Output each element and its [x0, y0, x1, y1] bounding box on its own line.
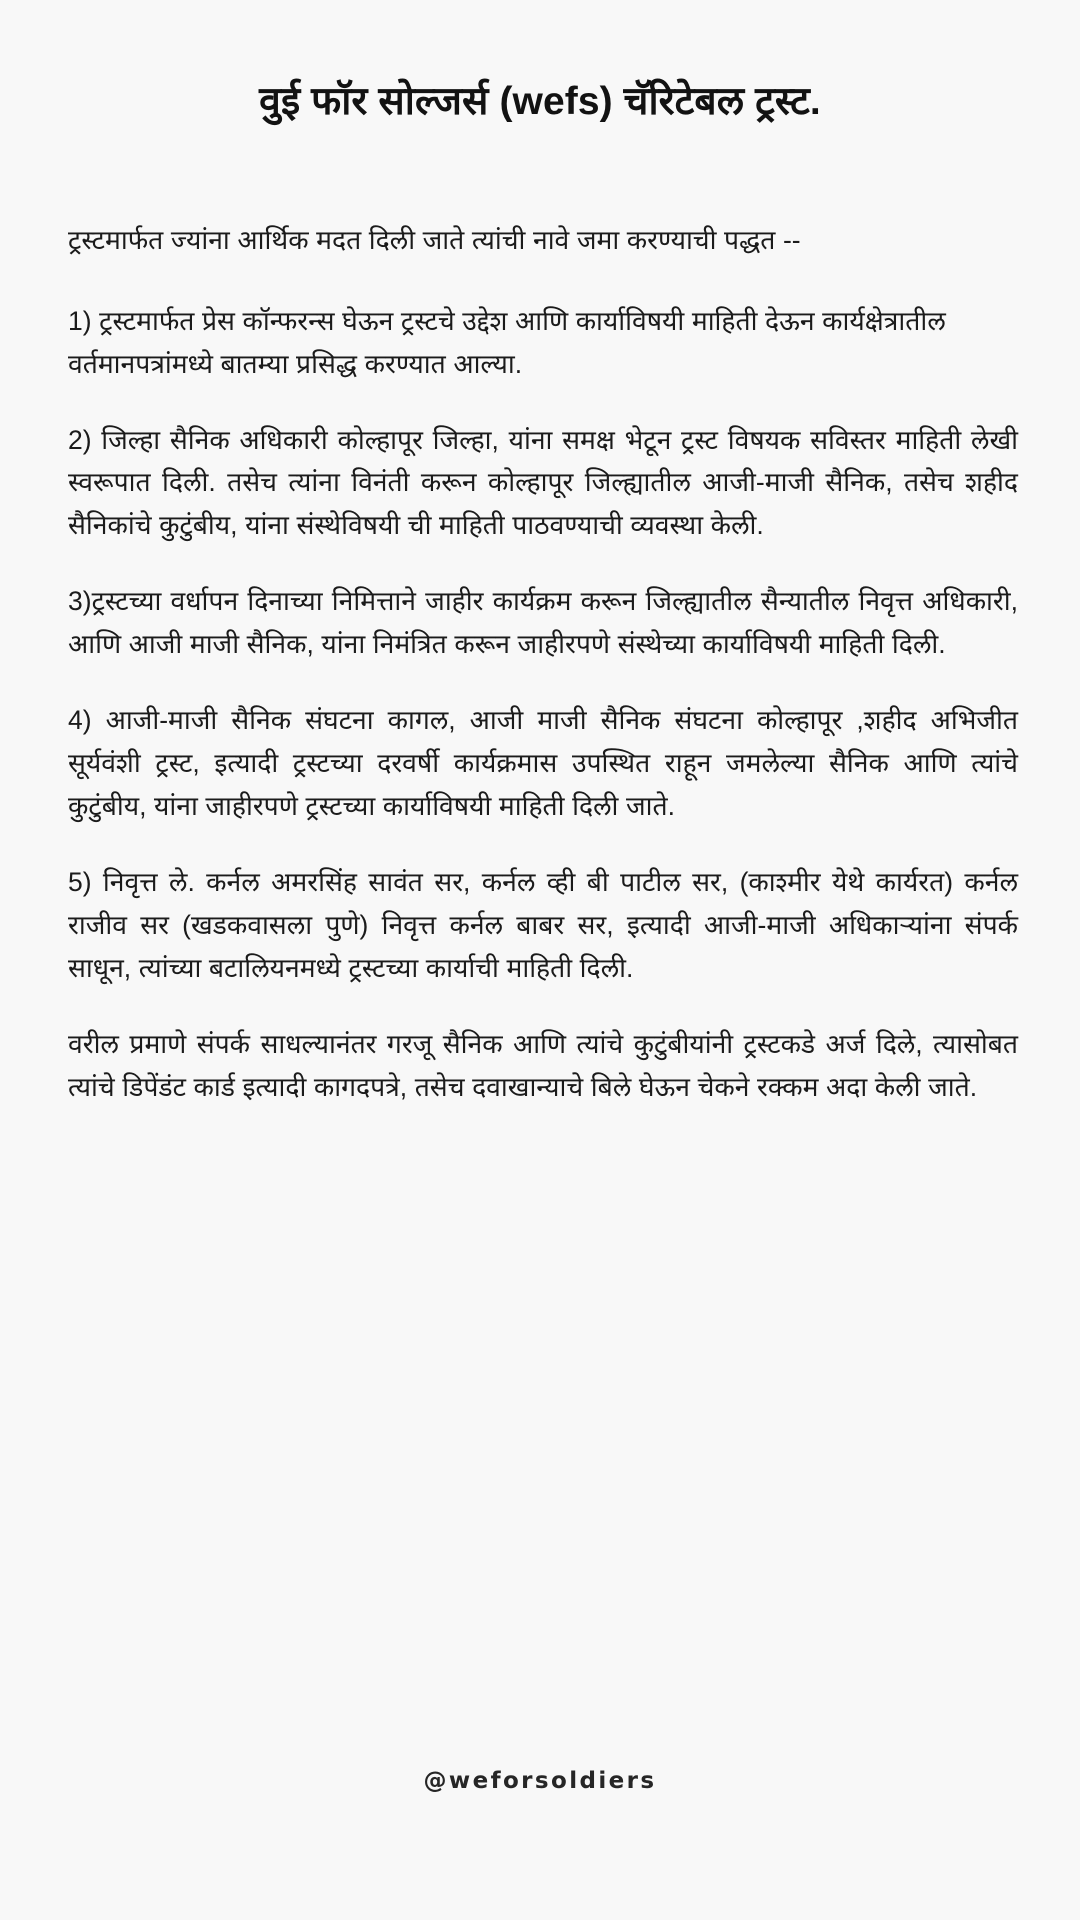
intro-paragraph: ट्रस्टमार्फत ज्यांना आर्थिक मदत दिली जाते त्यांची नावे जमा करण्याची पद्धत --: [68, 224, 801, 255]
list-item-1: 1) ट्रस्टमार्फत प्रेस कॉन्फरन्स घेऊन ट्रस्टचे उद्देश आणि कार्याविषयी माहिती देऊन कार्यक्षेत्रातील वर्तमानपत्रांमध्ये बातम्या प्रसिद्ध करण्यात आल्या.: [68, 305, 946, 379]
list-item-5: 5) निवृत्त ले. कर्नल अमरसिंह सावंत सर, कर्नल व्ही बी पाटील सर, (काश्मीर येथे कार्यरत) कर्नल राजीव सर (खडकवासला पुणे) निवृत्त कर्नल बाबर सर, इत्यादी आजी-माजी अधिकाऱ्यांना संपर्क साधून, त्यांच्या बटालियनमध्ये ट्रस्टच्या कार्याची माहिती दिली.: [68, 866, 1018, 983]
closing-paragraph: वरील प्रमाणे संपर्क साधल्यानंतर गरजू सैनिक आणि त्यांचे कुटुंबीयांनी ट्रस्टकडे अर्ज दिले, त्यासोबत त्यांचे डिपेंडंट कार्ड इत्यादी कागदपत्रे, तसेच दवाखान्याचे बिले घेऊन चेकने रक्कम अदा केली जाते.: [68, 1028, 1018, 1102]
list-item-2: 2) जिल्हा सैनिक अधिकारी कोल्हापूर जिल्हा, यांना समक्ष भेटून ट्रस्ट विषयक सविस्तर माहिती लेखी स्वरूपात दिली. तसेच त्यांना विनंती करून कोल्हापूर जिल्ह्यातील आजी-माजी सैनिक, तसेच शहीद सैनिकांचे कुटुंबीय, यांना संस्थेविषयी ची माहिती पाठवण्याची व्यवस्था केली.: [68, 424, 1018, 541]
list-item-4: 4) आजी-माजी सैनिक संघटना कागल, आजी माजी सैनिक संघटना कोल्हापूर ,शहीद अभिजीत सूर्यवंशी ट्रस्ट, इत्यादी ट्रस्टच्या दरवर्षी कार्यक्रमास उपस्थित राहून जमलेल्या सैनिक आणि त्यांचे कुटुंबीय, यांना जाहीरपणे ट्रस्टच्या कार्याविषयी माहिती दिली जाते.: [68, 705, 1018, 821]
page-footer: [0, 1750, 1080, 1920]
document-body: [0, 219, 1080, 1109]
page-title: वुई फॉर सोल्जर्स (wefs) चॅरिटेबल ट्रस्ट.: [259, 80, 821, 123]
list-item-3: 3)ट्रस्टच्या वर्धापन दिनाच्या निमित्ताने जाहीर कार्यक्रम करून जिल्ह्यातील सैन्यातील निवृत्त अधिकारी, आणि आजी माजी सैनिक, यांना निमंत्रित करून जाहीरपणे संस्थेच्या कार्याविषयी माहिती दिली.: [68, 586, 1018, 660]
social-handle: @weforsoldiers: [423, 1768, 657, 1794]
